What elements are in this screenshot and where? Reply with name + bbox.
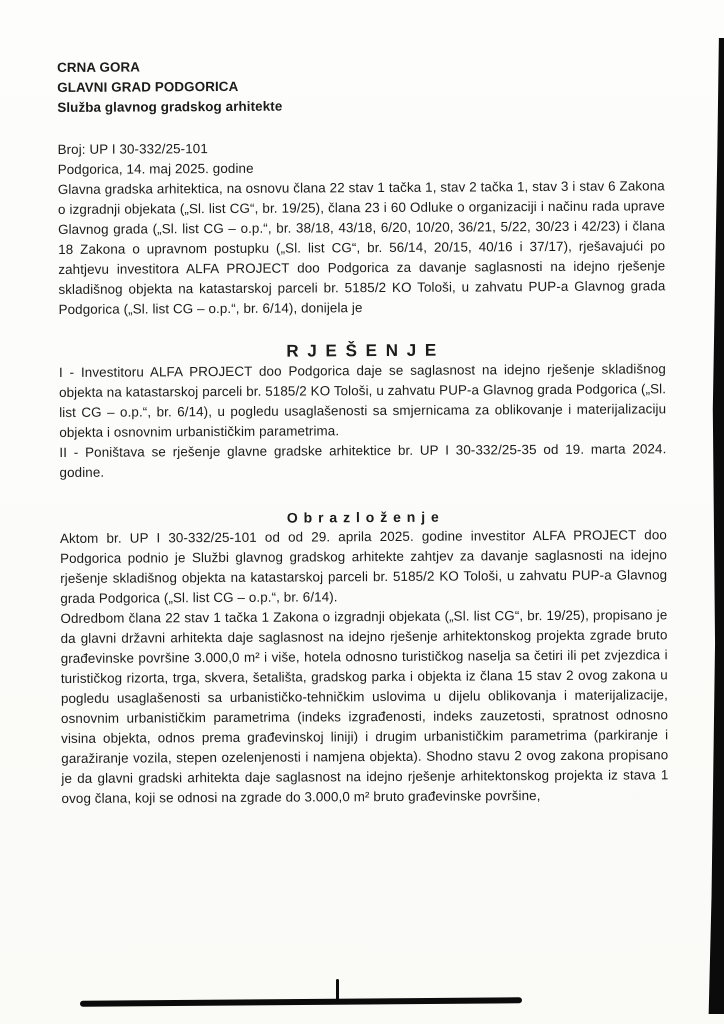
explanation-paragraph-2: Odredbom člana 22 stav 1 tačka 1 Zakona o izgradnji objekata („Sl. list CG“, br. 19/25), propisano je da glavni državni arhitekta daje saglasnost na idejno rješenje arhitektonskog projekta zgrade bruto građevinske površine 3.000,0 m² i više, hotela odnosno turističkog naselja sa četiri ili pet zvjezdica i turističkog rizorta, trga, skvera, šetališta, gradskog parka i objekta iz člana 15 stav 2 ovog zakona u pogledu usaglašenosti sa urbanističko-tehničkim uslovima u dijelu oblikovanja i materijalizacije, osnovnim urbanističkim parametrima (indeks izgrađenosti, indeks zauzetosti, spratnost odnosno visina objekta, odnos prema građevinskoj liniji) i drugim urbanističkim parametrima (parkiranje i garažiranje vozila, stepen ozelenjenosti i namjena objekta). Shodno stavu 2 ovog zakona propisano je da glavni gradski arhitekta daje saglasnost na idejno rješenje arhitektonskog projekta iz stava 1 ovog člana, koji se odnosi na zgrade do 3.000,0 m² bruto građevinske površine, (60, 607, 669, 806)
document-title: R J E Š E N J E (286, 340, 439, 361)
document-number: Broj: UP I 30-332/25-101 (57, 141, 208, 157)
intro-paragraph: Glavna gradska arhitektica, na osnovu člana 22 stav 1 tačka 1, stav 2 tačka 1, stav 3 i stav 6 Zakona o izgradnji objekata („Sl. list CG“, br. 19/25), člana 23 i 60 Odluke o organizaciji i načinu rada uprave Glavnog grada („Sl. list CG – o.p.“, br. 38/18, 43/18, 6/20, 10/20, 36/21, 5/22, 30/23 i 42/23) i člana 18 Zakona o upravnom postupku („Sl. list CG“, br. 56/14, 20/15, 40/16 i 37/17), rješavajući po zahtjevu investitora ALFA PROJECT doo Podgorica za davanje saglasnosti na idejno rješenje skladišnog objekta na katastarskoj parceli br. 5185/2 KO Tološi, u zahvatu PUP-a Glavnog grada Podgorica („Sl. list CG – o.p.“, br. 6/14), donijela je (57, 178, 666, 317)
decision-item-2: II - Poništava se rješenje glavne gradske arhitektice br. UP I 30-332/25-35 od 19. marta 2024. godine. (59, 441, 667, 480)
scan-artifact-right-edge (708, 38, 724, 1014)
explanation-paragraph-1: Aktom br. UP I 30-332/25-101 od od 29. aprila 2025. godine investitor ALFA PROJECT doo Podgorica podnio je Službi glavnog gradskog arhitekte zahtjev za davanje saglasnosti na idejno rješenje skladišnog objekta na katastarskoj parceli br. 5185/2 KO Tološi, u zahvatu PUP-a Glavnog grada Podgorica („Sl. list CG – o.p.“, br. 6/14). (59, 527, 668, 606)
document-meta (58, 136, 665, 180)
document-content (57, 54, 669, 809)
letterhead-office: Služba glavnog gradskog arhitekte (57, 98, 283, 115)
explanation-section-title: O b r a z l o ž e n j e (286, 508, 440, 526)
letterhead-city: GLAVNI GRAD PODGORICA (57, 78, 239, 95)
decision-item-1: I - Investitoru ALFA PROJECT doo Podgorica daje se saglasnost na idejno rješenje skladišnog objekta na katastarskoj parceli br. 5185/2 KO Tološi, u zahvatu PUP-a Glavnog grada Podgorica („Sl. list CG – o.p.“, br. 6/14), u pogledu usaglašenosti sa smjernicama za oblikovanje i materijalizaciju objekta i osnovnim urbanističkim parametrima. (58, 361, 667, 440)
letterhead (57, 54, 664, 118)
document-place-date: Podgorica, 14. maj 2025. godine (57, 160, 254, 177)
letterhead-country: CRNA GORA (57, 59, 141, 75)
scan-artifact-bottom-tick (336, 979, 339, 1003)
scan-artifact-bottom-streak (80, 997, 522, 1006)
